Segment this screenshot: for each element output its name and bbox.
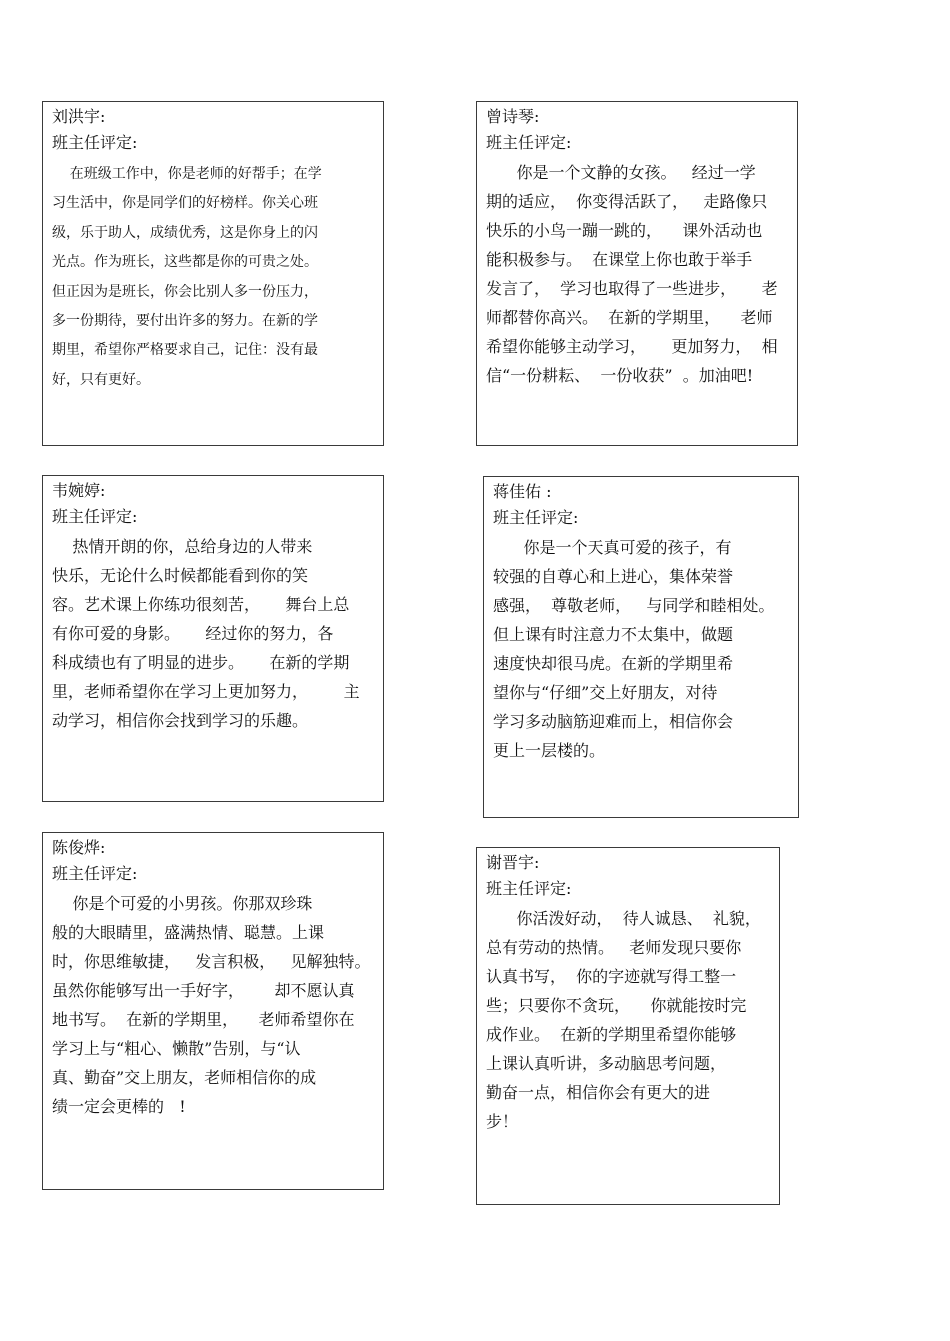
evaluation-line: 期的适应， 你变得活跃了， 走路像只 bbox=[486, 192, 768, 211]
student-name: 韦婉婷: bbox=[52, 481, 106, 500]
evaluation-line: 更上一层楼的。 bbox=[493, 741, 606, 760]
evaluation-line: 学习上与“粗心、懒散”告别，与“认 bbox=[52, 1039, 301, 1058]
student-name: 陈俊烨: bbox=[52, 838, 106, 857]
evaluation-label: 班主任评定: bbox=[493, 508, 579, 527]
evaluation-line: 信“一份耕耘、 一份收获” 。加油吧! bbox=[486, 366, 754, 385]
evaluation-line: 绩一定会更棒的 ! bbox=[52, 1097, 186, 1116]
student-name: 刘洪宇: bbox=[52, 107, 106, 126]
evaluation-line: 里，老师希望你在学习上更加努力， 主 bbox=[52, 682, 360, 701]
evaluation-line: 总有劳动的热情。 老师发现只要你 bbox=[486, 938, 742, 957]
student-card-3 bbox=[42, 475, 384, 802]
evaluation-line: 热情开朗的你，总给身边的人带来 bbox=[52, 537, 313, 556]
evaluation-line: 地书写。 在新的学期里， 老师希望你在 bbox=[52, 1010, 355, 1029]
evaluation-line: 认真书写， 你的字迹就写得工整一 bbox=[486, 967, 737, 986]
evaluation-line: 上课认真听讲，多动脑思考问题， bbox=[486, 1054, 727, 1073]
evaluation-line: 容。艺术课上你练功很刻苦， 舞台上总 bbox=[52, 595, 350, 614]
evaluation-line: 你是一个文静的女孩。 经过一学 bbox=[486, 163, 756, 182]
evaluation-line: 步！ bbox=[486, 1112, 519, 1131]
evaluation-line: 但正因为是班长，你会比别人多一份压力， bbox=[52, 283, 318, 300]
evaluation-line: 动学习，相信你会找到学习的乐趣。 bbox=[52, 711, 309, 730]
evaluation-line: 勤奋一点，相信你会有更大的进 bbox=[486, 1083, 711, 1102]
evaluation-line: 科成绩也有了明显的进步。 在新的学期 bbox=[52, 653, 350, 672]
evaluation-line: 级，乐于助人，成绩优秀，这是你身上的闪 bbox=[52, 224, 318, 241]
evaluation-line: 多一份期待，要付出许多的努力。在新的学 bbox=[52, 313, 318, 330]
evaluation-line: 学习多动脑筋迎难而上，相信你会 bbox=[493, 712, 734, 731]
evaluation-body bbox=[52, 889, 375, 1121]
evaluation-line: 好，只有更好。 bbox=[52, 371, 150, 388]
evaluation-line: 些；只要你不贪玩， 你就能按时完 bbox=[486, 996, 747, 1015]
student-name: 蒋佳佑 : bbox=[493, 482, 552, 501]
evaluation-line: 师都替你高兴。 在新的学期里， 老师 bbox=[486, 308, 773, 327]
evaluation-body bbox=[486, 158, 789, 390]
evaluation-label: 班主任评定: bbox=[52, 133, 138, 152]
student-card-5 bbox=[42, 832, 384, 1190]
evaluation-line: 但上课有时注意力不太集中，做题 bbox=[493, 625, 734, 644]
student-card-6 bbox=[476, 847, 780, 1205]
student-card-4 bbox=[483, 476, 799, 818]
evaluation-line: 习生活中，你是同学们的好榜样。你关心班 bbox=[52, 195, 318, 212]
evaluation-line: 时，你思维敏捷， 发言积极， 见解独特。 bbox=[52, 952, 371, 971]
evaluation-line: 快乐的小鸟一蹦一跳的， 课外活动也 bbox=[486, 221, 763, 240]
evaluation-line: 你是个可爱的小男孩。你那双珍珠 bbox=[52, 894, 313, 913]
student-card-1 bbox=[42, 101, 384, 446]
evaluation-line: 速度快却很马虎。在新的学期里希 bbox=[493, 654, 734, 673]
evaluation-line: 成作业。 在新的学期里希望你能够 bbox=[486, 1025, 737, 1044]
evaluation-label: 班主任评定: bbox=[52, 864, 138, 883]
evaluation-line: 希望你能够主动学习， 更加努力， 相 bbox=[486, 337, 778, 356]
student-name: 曾诗琴: bbox=[486, 107, 540, 126]
evaluation-line: 你活泼好动， 待人诚恳、 礼貌， bbox=[486, 909, 761, 928]
evaluation-line: 真、勤奋”交上朋友，老师相信你的成 bbox=[52, 1068, 317, 1087]
evaluation-line: 能积极参与。 在课堂上你也敢于举手 bbox=[486, 250, 753, 269]
evaluation-body bbox=[486, 904, 771, 1136]
evaluation-label: 班主任评定: bbox=[52, 507, 138, 526]
evaluation-line: 期里，希望你严格要求自己，记住：没有最 bbox=[52, 342, 318, 359]
evaluation-line: 在班级工作中，你是老师的好帮手；在学 bbox=[52, 166, 322, 182]
evaluation-line: 快乐，无论什么时候都能看到你的笑 bbox=[52, 566, 309, 585]
evaluation-line: 发言了， 学习也取得了一些进步， 老 bbox=[486, 279, 778, 298]
evaluation-line: 感强， 尊敬老师， 与同学和睦相处。 bbox=[493, 596, 775, 615]
evaluation-line: 望你与“仔细”交上好朋友，对待 bbox=[493, 683, 718, 702]
evaluation-label: 班主任评定: bbox=[486, 133, 572, 152]
evaluation-body bbox=[493, 533, 790, 765]
evaluation-line: 光点。作为班长，这些都是你的可贵之处。 bbox=[52, 254, 318, 271]
evaluation-line: 般的大眼睛里，盛满热情、聪慧。上课 bbox=[52, 923, 325, 942]
evaluation-line: 较强的自尊心和上进心，集体荣誉 bbox=[493, 567, 734, 586]
evaluation-label: 班主任评定: bbox=[486, 879, 572, 898]
student-card-2 bbox=[476, 101, 798, 446]
evaluation-line: 虽然你能够写出一手好字， 却不愿认真 bbox=[52, 981, 355, 1000]
evaluation-line: 你是一个天真可爱的孩子，有 bbox=[493, 538, 732, 557]
evaluation-body bbox=[52, 532, 375, 735]
evaluation-body bbox=[52, 160, 375, 395]
evaluation-line: 有你可爱的身影。 经过你的努力，各 bbox=[52, 624, 334, 643]
student-name: 谢晋宇: bbox=[486, 853, 540, 872]
